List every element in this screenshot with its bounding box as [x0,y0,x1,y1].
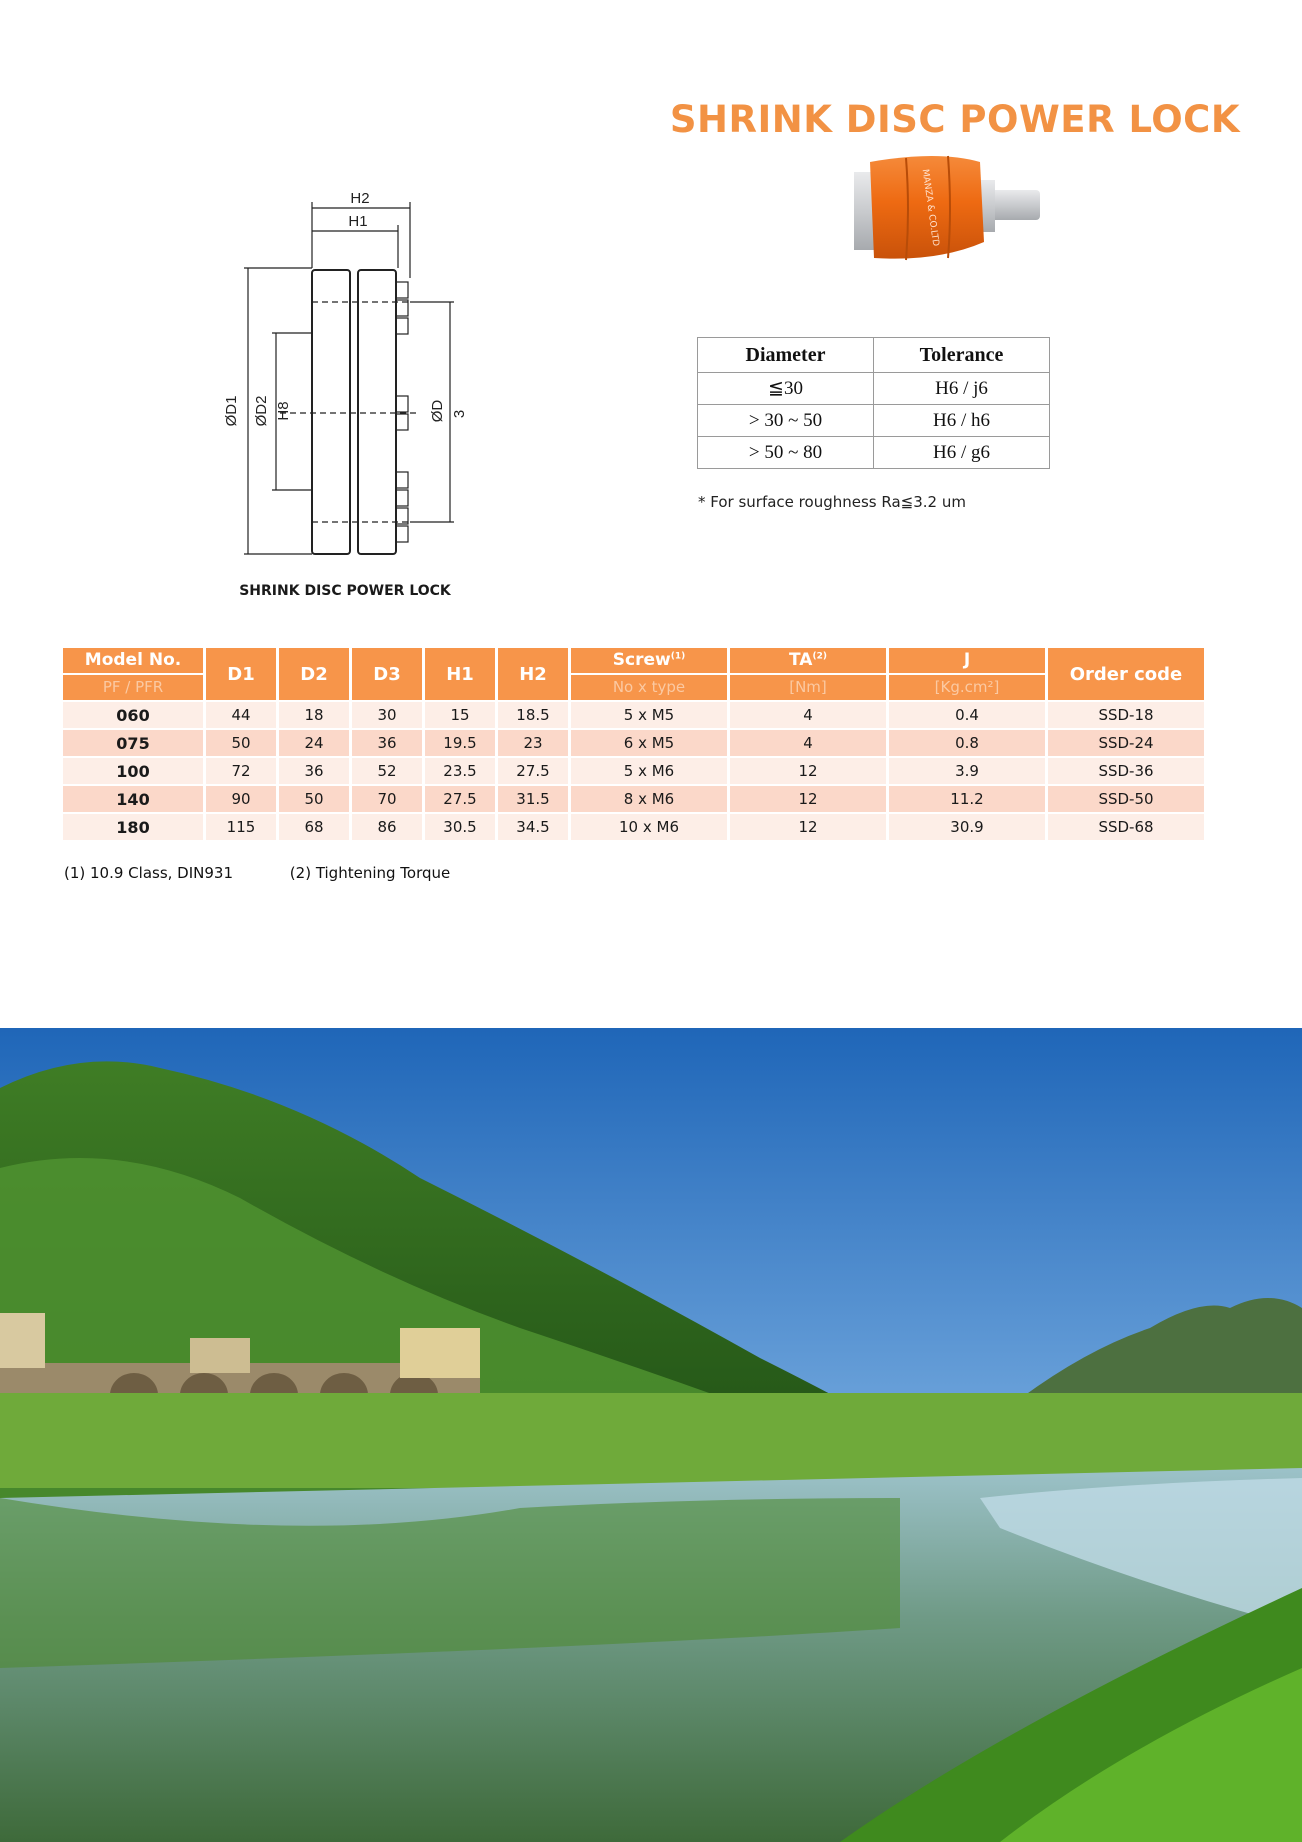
subheader-ta: [Nm] [730,675,886,700]
tolerance-header-tolerance: Tolerance [874,338,1050,373]
cell-d1: 115 [206,814,276,840]
table-row [63,730,1204,756]
product-engraving: MANZA & CO.LTD [919,168,941,247]
subheader-model: PF / PFR [63,675,203,700]
cell-d2: 18 [279,702,349,728]
cell-ta: 12 [730,786,886,812]
header-model: Model No. [63,648,203,673]
cell-model: 100 [63,758,203,784]
cell-order-code: SSD-24 [1048,730,1204,756]
cell-h1: 19.5 [425,730,495,756]
cell-d1: 90 [206,786,276,812]
tolerance-row [698,405,1050,437]
tolerance-header-row [698,338,1050,373]
cell-order-code: SSD-68 [1048,814,1204,840]
cell-h1: 23.5 [425,758,495,784]
cell-screw: 6 x M5 [571,730,727,756]
table-row [63,758,1204,784]
cell-j: 3.9 [889,758,1045,784]
cell-h1: 30.5 [425,814,495,840]
header-d2: D2 [279,648,349,700]
cell-j: 0.8 [889,730,1045,756]
product-photo [848,150,1048,270]
cell-d2: 68 [279,814,349,840]
spec-table [60,646,1207,842]
cell-d3: 36 [352,730,422,756]
cell-model: 075 [63,730,203,756]
tolerance-value: H6 / g6 [874,437,1050,469]
cell-h2: 18.5 [498,702,568,728]
footnote-1: (1) 10.9 Class, DIN931 [64,864,234,882]
cell-ta: 12 [730,814,886,840]
cell-model: 180 [63,814,203,840]
cell-screw: 5 x M5 [571,702,727,728]
cell-h1: 27.5 [425,786,495,812]
cell-d3: 86 [352,814,422,840]
cell-model: 140 [63,786,203,812]
header-ta: TA$^{(2)}$ [730,648,886,673]
cell-d1: 44 [206,702,276,728]
table-row [63,786,1204,812]
cell-order-code: SSD-36 [1048,758,1204,784]
header-h1: H1 [425,648,495,700]
label-h2: H2 [350,190,370,207]
drawing-caption: SHRINK DISC POWER LOCK [239,583,451,599]
cell-screw: 5 x M6 [571,758,727,784]
cell-order-code: SSD-18 [1048,702,1204,728]
page-title: SHRINK DISC POWER LOCK [669,98,1240,141]
label-d1: ØD1 [223,395,240,427]
header-screw: Screw$^{(1)}$ [571,648,727,673]
cell-d2: 36 [279,758,349,784]
cell-d1: 50 [206,730,276,756]
cell-d3: 30 [352,702,422,728]
label-d: ØD [429,399,446,423]
header-order-code: Order code [1048,648,1204,700]
cell-j: 0.4 [889,702,1045,728]
tolerance-value: H6 / j6 [874,373,1050,405]
cell-ta: 12 [730,758,886,784]
footnotes [64,864,450,882]
cell-j: 30.9 [889,814,1045,840]
tolerance-row [698,373,1050,405]
cell-h2: 31.5 [498,786,568,812]
cell-d3: 52 [352,758,422,784]
table-row [63,814,1204,840]
tolerance-note: * For surface roughness Ra≦3.2 um [698,493,966,511]
cell-ta: 4 [730,702,886,728]
tolerance-diameter: > 30 ~ 50 [698,405,874,437]
cell-j: 11.2 [889,786,1045,812]
header-d3: D3 [352,648,422,700]
cell-model: 060 [63,702,203,728]
cell-ta: 4 [730,730,886,756]
cell-d3: 70 [352,786,422,812]
label-three: 3 [451,409,468,419]
cell-d1: 72 [206,758,276,784]
landscape-photo [0,1028,1302,1842]
tolerance-value: H6 / h6 [874,405,1050,437]
footnote-2: (2) Tightening Torque [289,864,451,882]
header-h2: H2 [498,648,568,700]
cell-screw: 10 x M6 [571,814,727,840]
cell-h1: 15 [425,702,495,728]
label-h8: H8 [275,401,292,421]
label-h1: H1 [348,213,368,230]
tolerance-diameter: ≦30 [698,373,874,405]
label-d2: ØD2 [253,395,270,427]
spec-header-row [63,648,1204,673]
tolerance-diameter: > 50 ~ 80 [698,437,874,469]
tolerance-header-diameter: Diameter [698,338,874,373]
cell-h2: 27.5 [498,758,568,784]
cell-order-code: SSD-50 [1048,786,1204,812]
subheader-j: [Kg.cm²] [889,675,1045,700]
cell-h2: 23 [498,730,568,756]
tolerance-row [698,437,1050,469]
subheader-screw: No x type [571,675,727,700]
cell-d2: 24 [279,730,349,756]
cell-screw: 8 x M6 [571,786,727,812]
tolerance-table [697,337,1050,469]
cell-h2: 34.5 [498,814,568,840]
header-j: J [889,648,1045,673]
table-row [63,702,1204,728]
header-d1: D1 [206,648,276,700]
technical-drawing [220,188,480,568]
cell-d2: 50 [279,786,349,812]
